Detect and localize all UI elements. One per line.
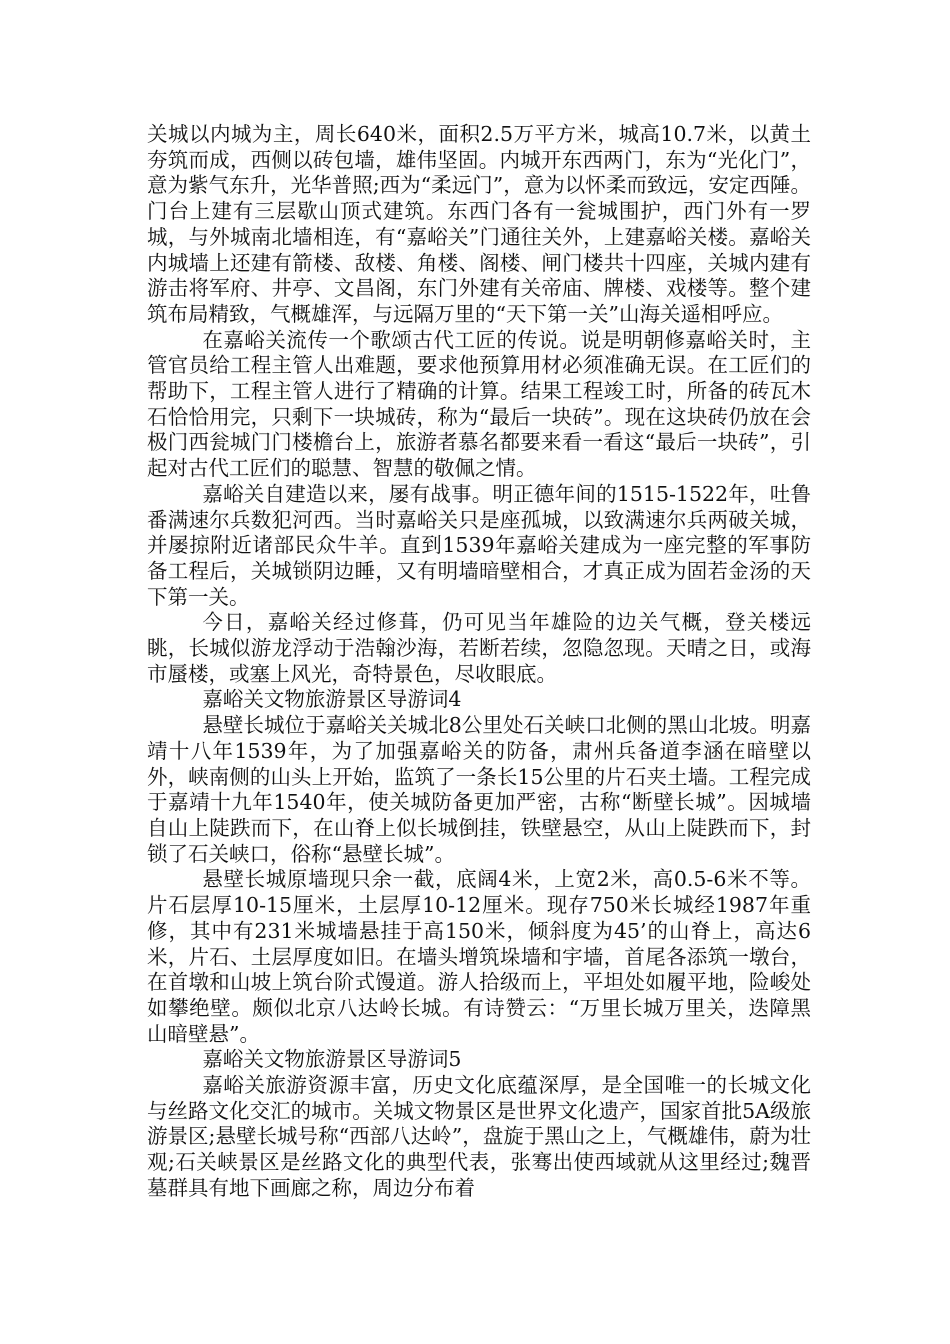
section-heading-5: 嘉峪关文物旅游景区导游词5 [202,1047,462,1072]
section-heading-4: 嘉峪关文物旅游景区导游词4 [202,687,462,712]
paragraph-overhanging-wall-intro: 悬壁长城位于嘉峪关关城北8公里处石关峡口北侧的黑山北坡。明嘉靖十八年1539年，为了加强嘉峪关的防备，肃州兵备道李涵在暗壁以外，峡南侧的山头上开始，监筑了一条长15公里的片石夹土墙。工程完成于嘉靖十九年1540年，使关城防备更加严密，古称“断壁长城”。因城墙自山上陡跌而下，在山脊上似长城倒挂，铁壁悬空，从山上陡跌而下，封锁了石关峡口，俗称“悬壁长城”。 [147,713,811,866]
paragraph-today-view: 今日，嘉峪关经过修葺，仍可见当年雄险的边关气概，登关楼远眺，长城似游龙浮动于浩翰沙海，若断若续，忽隐忽现。天晴之日，或海市蜃楼，或塞上风光，奇特景色，尽收眼底。 [147,610,811,686]
paragraph-fortress-inner-city: 关城以内城为主，周长640米，面积2.5万平方米，城高10.7米，以黄土夯筑而成，西侧以砖包墙，雄伟坚固。内城开东西两门，东为“光化门”，意为紫气东升，光华普照;西为“柔远门”，意为以怀柔而致远，安定西陲。门台上建有三层歇山顶式建筑。东西门各有一瓮城围护，西门外有一罗城，与外城南北墙相连，有“嘉峪关”门通往关外，上建嘉峪关楼。嘉峪关内城墙上还建有箭楼、敌楼、角楼、阁楼、闸门楼共十四座，关城内建有游击将军府、井亭、文昌阁，东门外建有关帝庙、牌楼、戏楼等。整个建筑布局精致，气概雄浑，与远隔万里的“天下第一关”山海关遥相呼应。 [147,122,811,326]
paragraph-last-brick-legend: 在嘉峪关流传一个歌颂古代工匠的传说。说是明朝修嘉峪关时，主管官员给工程主管人出难题，要求他预算用材必须准确无误。在工匠们的帮助下，工程主管人进行了精确的计算。结果工程竣工时，所备的砖瓦木石恰恰用完，只剩下一块城砖，称为“最后一块砖”。现在这块砖仍放在会极门西瓮城门门楼檐台上，旅游者慕名都要来看一看这“最后一块砖”，引起对古代工匠们的聪慧、智慧的敬佩之情。 [147,327,811,481]
document-body [147,122,811,1202]
paragraph-tourism-resources: 嘉峪关旅游资源丰富，历史文化底蕴深厚，是全国唯一的长城文化与丝路文化交汇的城市。关城文物景区是世界文化遗产，国家首批5A级旅游景区;悬壁长城号称“西部八达岭”，盘旋于黑山之上，气概雄伟，蔚为壮观;石关峡景区是丝路文化的典型代表，张骞出使西域就从这里经过;魏晋墓群具有地下画廊之称，周边分布着 [147,1073,811,1200]
paragraph-overhanging-wall-details: 悬壁长城原墙现只余一截，底阔4米，上宽2米，高0.5-6米不等。片石层厚10-15厘米，土层厚10-12厘米。现存750米长城经1987年重修，其中有231米城墙悬挂于高150米，倾斜度为45’的山脊上，高达6米，片石、土层厚度如旧。在墙头增筑垛墙和宇墙，首尾各添筑一墩台，在首墩和山坡上筑台阶式馒道。游人拾级而上，平坦处如履平地，险峻处如攀绝壁。颇似北京八达岭长城。有诗赞云：“万里长城万里关，迭障黑山暗壁悬”。 [147,867,811,1046]
paragraph-wartime-history: 嘉峪关自建造以来，屡有战事。明正德年间的1515-1522年，吐鲁番满速尔兵数犯河西。当时嘉峪关只是座孤城，以致满速尔兵两破关城，并屡掠附近诸部民众牛羊。直到1539年嘉峪关建成为一座完整的军事防备工程后，关城锁阴边睡，又有明墙暗壁相合，才真正成为固若金汤的天下第一关。 [147,481,811,609]
